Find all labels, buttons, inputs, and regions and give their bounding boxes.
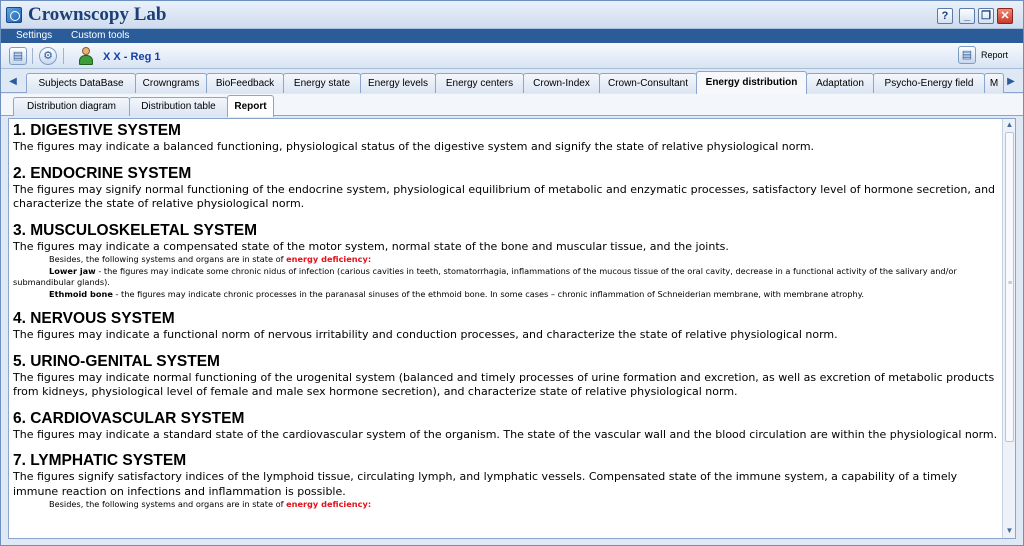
section-text: The figures may indicate a functional norm of nervous irritability and conduction processes, and characterize the state of relative physiological norm. — [13, 328, 838, 342]
print-button[interactable] — [9, 47, 27, 65]
section-title: 2. ENDOCRINE SYSTEM — [13, 164, 192, 182]
scroll-down-icon[interactable]: ▼ — [1005, 526, 1014, 535]
tab-psycho-energy-field[interactable]: Psycho-Energy field — [873, 73, 985, 93]
tab-energy-centers[interactable]: Energy centers — [435, 73, 524, 93]
section-text: The figures may signify normal functioning of the endocrine system, physiological equilibrium of metabolic and enzymatic processes, satisfactory level of hormone secretion, and characterize the state of relative physiological norm. — [13, 182, 996, 210]
settings-icon: ⚙ — [43, 50, 53, 62]
main-tab-bar — [1, 71, 1023, 93]
section-title: 6. CARDIOVASCULAR SYSTEM — [13, 409, 245, 427]
tab-crown-consultant[interactable]: Crown-Consultant — [599, 73, 697, 93]
menu-custom-tools[interactable]: Custom tools — [71, 30, 130, 41]
minimize-button[interactable] — [959, 8, 975, 24]
tab-more[interactable]: M — [984, 73, 1004, 93]
current-user-name[interactable]: X X - Reg 1 — [103, 51, 161, 63]
organ-name: Ethmoid bone — [49, 288, 113, 299]
toolbar — [1, 43, 1023, 69]
title-bar — [1, 1, 1023, 29]
tab-crown-index[interactable]: Crown-Index — [523, 73, 600, 93]
tab-biofeedback[interactable]: BioFeedback — [206, 73, 284, 93]
close-button[interactable] — [997, 8, 1013, 24]
close-icon: ✕ — [1000, 10, 1010, 22]
tab-scroll-right-icon[interactable]: ▶ — [1007, 76, 1015, 87]
tab-crowngrams[interactable]: Crowngrams — [135, 73, 207, 93]
deficiency-notes — [13, 499, 1000, 511]
restore-button[interactable] — [978, 8, 994, 24]
organ-name: Lower jaw — [49, 265, 96, 276]
deficiency-intro: Besides, the following systems and organs are in state of energy deficiency: — [49, 254, 372, 264]
vertical-scrollbar[interactable] — [1002, 119, 1015, 538]
section-text: The figures signify satisfactory indices of the lymphoid tissue, circulating lymph, and lymphatic vessels. Compensated state of the immune system, a capability of a timely immune reaction on infections and inflammation is possible. — [13, 470, 958, 498]
toolbar-separator — [63, 48, 64, 64]
tab-distribution-table[interactable]: Distribution table — [129, 97, 228, 116]
menu-bar — [1, 29, 1023, 43]
organ-note-text: - the figures may indicate chronic processes in the paranasal sinuses of the ethmoid bone. In some cases – chronic inflammation of Schneiderian membrane, with membrane atrophy. — [112, 288, 864, 299]
tab-distribution-diagram[interactable]: Distribution diagram — [13, 97, 130, 116]
tab-adaptation[interactable]: Adaptation — [806, 73, 874, 93]
tab-energy-state[interactable]: Energy state — [283, 73, 361, 93]
report-button[interactable] — [958, 46, 1020, 66]
report-icon: ▤ — [958, 46, 976, 64]
section-title: 3. MUSCULOSKELETAL SYSTEM — [13, 221, 258, 239]
report-document — [13, 122, 1000, 521]
section-text: The figures may indicate normal functioning of the urogenital system (balanced and timely processes of urine formation and excretion, as well as excretion of metabolic products from kidneys, physiological level of female and male sex hormone secretion), and characterize state of relative physiological norm. — [13, 370, 995, 399]
organ-note — [13, 266, 1000, 289]
section-title: 4. NERVOUS SYSTEM — [13, 310, 175, 328]
scroll-up-icon[interactable]: ▲ — [1005, 120, 1014, 129]
help-icon: ? — [941, 10, 949, 22]
help-button[interactable] — [937, 8, 953, 24]
section-text: The figures may indicate a compensated state of the motor system, normal state of the bone and muscular tissue, and the joints. — [13, 239, 729, 253]
tab-energy-levels[interactable]: Energy levels — [360, 73, 436, 93]
app-icon — [6, 7, 22, 23]
energy-deficiency-label: energy deficiency: — [286, 254, 372, 264]
organ-note — [13, 289, 1000, 301]
scrollbar-thumb[interactable]: ≡ — [1005, 132, 1014, 442]
section-title: 5. URINO-GENITAL SYSTEM — [13, 352, 220, 370]
section-title: 7. LYMPHATIC SYSTEM — [13, 452, 187, 470]
energy-deficiency-label: energy deficiency: — [286, 499, 372, 510]
tab-subjects-database[interactable]: Subjects DataBase — [26, 73, 136, 93]
app-title: Crownscopy Lab — [28, 4, 167, 25]
report-panel — [8, 118, 1016, 539]
tab-energy-distribution[interactable]: Energy distribution — [696, 71, 807, 94]
section-title: 1. DIGESTIVE SYSTEM — [13, 122, 181, 139]
report-button-label: Report — [981, 50, 1009, 60]
organ-note-text: - the figures may indicate some chronic nidus of infection (carious cavities in teeth, stomatorrhagia, inflammations of the mucous tissue of the oral cavity, decrease in a functional activity of the salivary and/or submandibular glands). — [13, 265, 957, 288]
section-text: The figures may indicate a balanced functioning, physiological status of the digestive system and signify the state of relative physiological norm. — [13, 140, 815, 153]
deficiency-notes — [13, 254, 1000, 300]
sub-tab-bar — [1, 94, 1023, 116]
tab-report[interactable]: Report — [227, 95, 274, 117]
tab-scroll-left-icon[interactable]: ◀ — [9, 76, 17, 87]
section-text: The figures may indicate a standard state of the cardiovascular system of the organism. The state of the vascular wall and the blood circulation are within the physiological norm. — [13, 427, 998, 441]
restore-icon: ❐ — [981, 10, 991, 22]
deficiency-intro: Besides, the following systems and organs are in state of energy deficiency: — [49, 499, 372, 510]
menu-settings[interactable]: Settings — [16, 30, 53, 41]
toolbar-separator — [32, 48, 33, 64]
print-icon: ▤ — [12, 50, 24, 62]
minimize-icon: _ — [963, 10, 971, 22]
user-icon — [78, 47, 94, 65]
settings-button[interactable] — [39, 47, 57, 65]
